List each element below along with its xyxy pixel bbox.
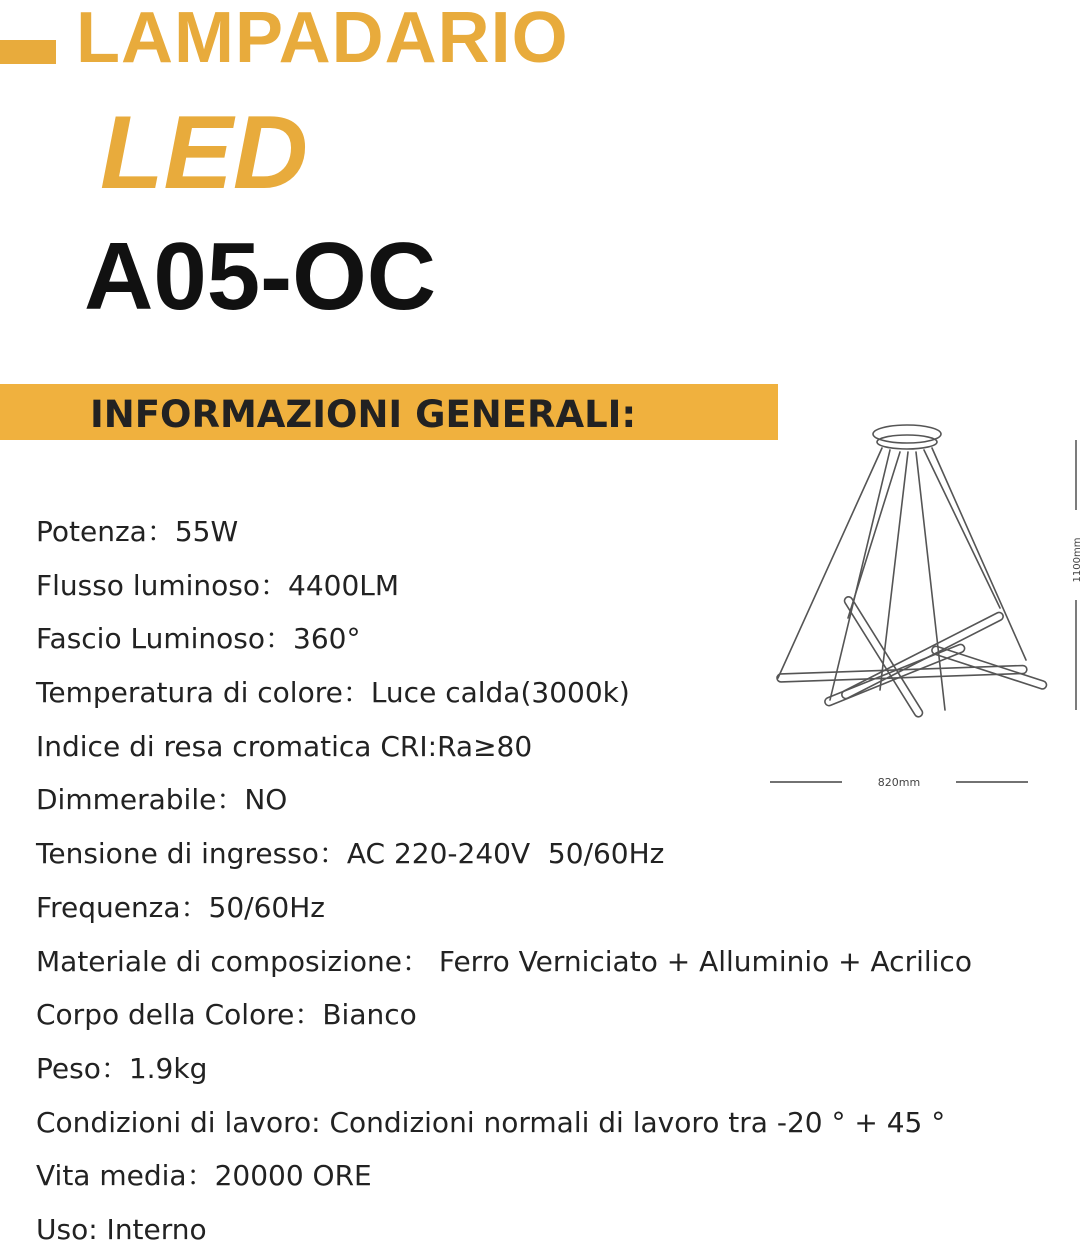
spec-value: 20000 ORE <box>214 1159 372 1193</box>
height-label: 1100mm <box>1072 537 1083 583</box>
spec-label: Temperatura di colore： <box>36 676 371 710</box>
spec-value: Condizioni normali di lavoro tra -20 ° + 45 ° <box>320 1105 946 1139</box>
spec-row <box>36 827 972 881</box>
product-model-title: A05-OC <box>84 223 437 330</box>
spec-value: Interno <box>97 1212 207 1246</box>
accent-bar <box>0 40 56 64</box>
spec-label: Condizioni di lavoro: <box>36 1105 321 1139</box>
product-type-title: LED <box>100 95 308 211</box>
spec-value: 55W <box>174 515 239 548</box>
spec-value: 1.9kg <box>128 1051 208 1085</box>
spec-label: Materiale di composizione： <box>36 944 430 978</box>
chandelier-diagram <box>760 420 1083 800</box>
spec-value: Bianco <box>322 998 417 1032</box>
width-label: 820mm <box>877 776 921 789</box>
spec-label: Indice di resa cromatica CRI: <box>36 729 438 763</box>
spec-row <box>36 1203 972 1257</box>
spec-label: Frequenza： <box>36 890 209 924</box>
spec-value: Ra≥80 <box>437 729 533 763</box>
spec-value: 50/60Hz <box>208 890 325 924</box>
spec-label: Tensione di ingresso： <box>36 837 347 871</box>
spec-value: AC 220-240V 50/60Hz <box>346 837 665 871</box>
spec-label: Flusso luminoso： <box>36 568 289 602</box>
spec-label: Uso: <box>36 1212 98 1246</box>
spec-row <box>36 1149 972 1203</box>
spec-label: Fascio Luminoso： <box>36 622 293 656</box>
spec-value: 4400LM <box>288 568 400 602</box>
spec-row <box>36 1042 972 1096</box>
spec-value: Luce calda(3000k) <box>370 676 630 710</box>
spec-label: Vita media： <box>36 1159 215 1193</box>
spec-row <box>36 881 972 935</box>
spec-row <box>36 1096 972 1150</box>
spec-row <box>36 935 972 989</box>
spec-label: Potenza： <box>36 515 175 548</box>
spec-value: NO <box>244 783 288 817</box>
spec-label: Corpo della Colore： <box>36 998 323 1032</box>
ceiling-canopy <box>873 425 941 443</box>
canopy-base <box>877 435 937 449</box>
spec-label: Peso： <box>36 1051 129 1085</box>
product-category-title: LAMPADARIO <box>76 0 569 78</box>
section-title: INFORMAZIONI GENERALI: <box>90 393 637 436</box>
spec-value: Ferro Verniciato + Alluminio + Acrilico <box>429 944 972 978</box>
spec-value: 360° <box>293 622 361 656</box>
chandelier-drawing <box>777 425 1048 718</box>
spec-row <box>36 988 972 1042</box>
spec-label: Dimmerabile： <box>36 783 245 817</box>
